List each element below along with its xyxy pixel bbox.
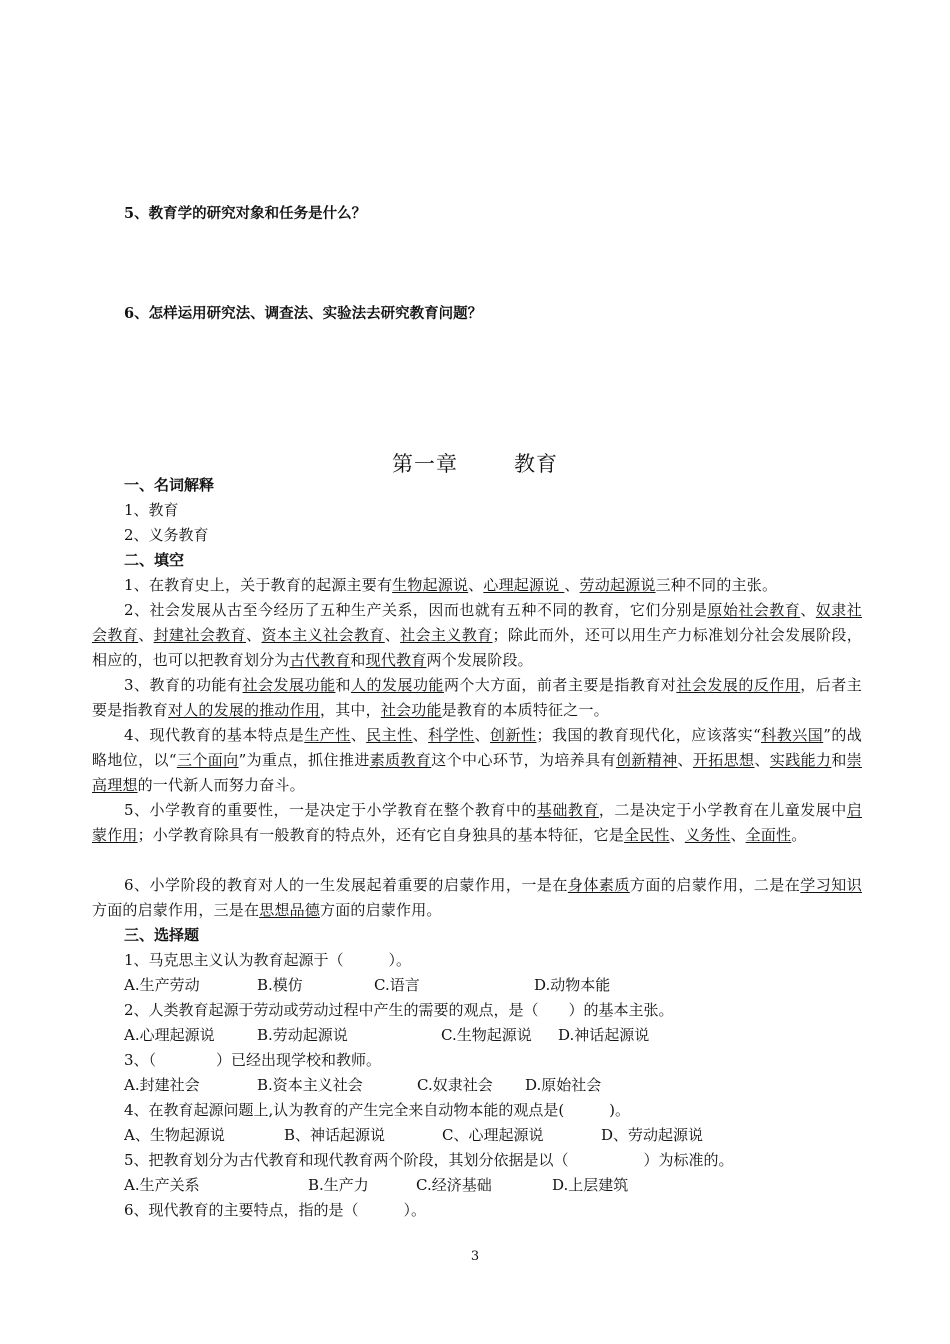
answer-blank: 奴隶社会教育 xyxy=(92,601,862,644)
answer-blank: 原始社会教育 xyxy=(707,601,801,619)
answer-blank: 全面性 xyxy=(745,826,792,844)
choice-option: D.动物本能 xyxy=(534,976,611,994)
chapter-number: 第一章 xyxy=(392,452,458,476)
answer-blank: 古代教育 xyxy=(289,651,351,669)
answer-blank: 三个面向 xyxy=(176,751,239,769)
answer-blank: 实践能力 xyxy=(769,751,832,769)
choice-question-stem: 2、人类教育起源于劳动或劳动过程中产生的需要的观点，是（ ）的基本主张。 xyxy=(124,1001,674,1019)
answer-blank: 开拓思想 xyxy=(692,751,755,769)
answer-blank: 人的发展功能 xyxy=(350,676,444,694)
section-heading-multiple-choice: 三、选择题 xyxy=(124,926,200,944)
chapter-name: 教育 xyxy=(514,452,558,476)
answer-blank: 学习知识 xyxy=(800,876,862,894)
page-number: 3 xyxy=(470,1249,480,1264)
definition-item: 1、教育 xyxy=(124,501,179,519)
choice-option: A.心理起源说 xyxy=(124,1026,215,1044)
section-heading-fill-blank: 二、填空 xyxy=(124,551,185,569)
answer-blank: 社会主义教育 xyxy=(400,626,493,644)
answer-blank: 基础教育 xyxy=(536,801,599,819)
answer-blank: 创新性 xyxy=(490,726,537,744)
answer-blank: 对人的发展的推动作用 xyxy=(168,701,321,719)
choice-question-stem: 5、把教育划分为古代教育和现代教育两个阶段，其划分依据是以（ ）为标准的。 xyxy=(124,1151,734,1169)
choice-option: A.封建社会 xyxy=(124,1076,200,1094)
choice-options xyxy=(124,973,894,998)
choice-option: D.神话起源说 xyxy=(558,1026,650,1044)
choice-option: C.经济基础 xyxy=(416,1176,492,1194)
choice-option: A、生物起源说 xyxy=(124,1126,225,1144)
answer-blank: 启蒙作用 xyxy=(92,801,862,844)
choice-option: B.资本主义社会 xyxy=(257,1076,363,1094)
section-heading-definitions: 一、名词解释 xyxy=(124,476,215,494)
answer-blank: 劳动起源说 xyxy=(579,576,656,594)
choice-options xyxy=(124,1123,894,1148)
answer-blank: 民主性 xyxy=(366,726,413,744)
choice-options xyxy=(124,1073,894,1098)
fill-blank-paragraph-1: 1、在教育史上，关于教育的起源主要有生物起源说、心理起源说 、劳动起源说三种不同的主张。 xyxy=(124,576,778,594)
answer-blank: 崇高理想 xyxy=(92,751,862,794)
choice-option: D.上层建筑 xyxy=(552,1176,629,1194)
answer-blank: 社会发展功能 xyxy=(242,676,336,694)
choice-options xyxy=(124,1173,894,1198)
choice-option: A.生产劳动 xyxy=(124,976,200,994)
answer-blank: 全民性 xyxy=(624,826,670,844)
choice-question-stem: 1、马克思主义认为教育起源于（ ）。 xyxy=(124,951,412,969)
answer-blank: 义务性 xyxy=(684,826,731,844)
definition-item: 2、义务教育 xyxy=(124,526,209,544)
answer-blank: 生物起源说 xyxy=(392,576,469,594)
answer-blank: 科教兴国 xyxy=(761,726,824,744)
choice-option: B.劳动起源说 xyxy=(257,1026,348,1044)
choice-options xyxy=(124,1023,894,1048)
choice-question-stem: 6、现代教育的主要特点，指的是（ ）。 xyxy=(124,1201,427,1219)
answer-blank: 科学性 xyxy=(428,726,475,744)
answer-blank: 心理起源说 xyxy=(483,576,565,594)
fill-blank-paragraph-6: 6、小学阶段的教育对人的一生发展起着重要的启蒙作用，一是在身体素质方面的启蒙作用，二是在学习知识方面的启蒙作用，三是在思想品德方面的启蒙作用。 xyxy=(92,876,862,919)
answer-blank: 社会发展的反作用 xyxy=(676,676,801,694)
fill-blank-paragraph-3: 3、教育的功能有社会发展功能和人的发展功能两个大方面，前者主要是指教育对社会发展的反作用，后者主要是指教育对人的发展的推动作用，其中，社会功能是教育的本质特征之一。 xyxy=(92,676,862,719)
choice-option: A.生产关系 xyxy=(124,1176,200,1194)
answer-blank: 素质教育 xyxy=(369,751,432,769)
answer-blank: 创新精神 xyxy=(615,751,678,769)
answer-blank: 封建社会教育 xyxy=(153,626,247,644)
choice-option: C.语言 xyxy=(374,976,420,994)
fill-blank-paragraph-5: 5、小学教育的重要性，一是决定于小学教育在整个教育中的基础教育，二是决定于小学教育在儿童发展中启蒙作用；小学教育除具有一般教育的特点外，还有它自身独具的基本特征，它是全民性、义务性、全面性。 xyxy=(92,801,862,844)
choice-option: B、神话起源说 xyxy=(284,1126,386,1144)
choice-question-stem: 3、（ ）已经出现学校和教师。 xyxy=(124,1051,382,1069)
choice-option: C、心理起源说 xyxy=(442,1126,544,1144)
answer-blank: 生产性 xyxy=(304,726,351,744)
answer-blank: 社会功能 xyxy=(380,701,442,719)
answer-blank: 资本主义社会教育 xyxy=(261,626,385,644)
choice-option: D.原始社会 xyxy=(525,1076,602,1094)
fill-blank-paragraph-2: 2、社会发展从古至今经历了五种生产关系，因而也就有五种不同的教育，它们分别是原始社会教育、奴隶社会教育、封建社会教育、资本主义社会教育、社会主义教育；除此而外，还可以用生产力标准划分社会发展阶段，相应的，也可以把教育划分为古代教育和现代教育两个发展阶段。 xyxy=(92,601,862,669)
answer-blank: 身体素质 xyxy=(567,876,630,894)
choice-option: B.模仿 xyxy=(257,976,303,994)
answer-blank: 思想品德 xyxy=(259,901,321,919)
choice-option: D、劳动起源说 xyxy=(601,1126,704,1144)
fill-blank-paragraph-4: 4、现代教育的基本特点是生产性、民主性、科学性、创新性；我国的教育现代化，应该落实“科教兴国”的战略地位，以“三个面向”为重点，抓住推进素质教育这个中心环节，为培养具有创新精神、开拓思想、实践能力和崇高理想的一代新人而努力奋斗。 xyxy=(92,726,863,794)
question-5: 5、教育学的研究对象和任务是什么？ xyxy=(124,205,367,222)
choice-option: B.生产力 xyxy=(308,1176,369,1194)
choice-option: C.奴隶社会 xyxy=(417,1076,493,1094)
question-6: 6、怎样运用研究法、调查法、实验法去研究教育问题？ xyxy=(124,305,483,322)
choice-option: C.生物起源说 xyxy=(441,1026,532,1044)
choice-question-stem: 4、在教育起源问题上,认为教育的产生完全来自动物本能的观点是( )。 xyxy=(124,1101,631,1119)
answer-blank: 现代教育 xyxy=(365,651,427,669)
